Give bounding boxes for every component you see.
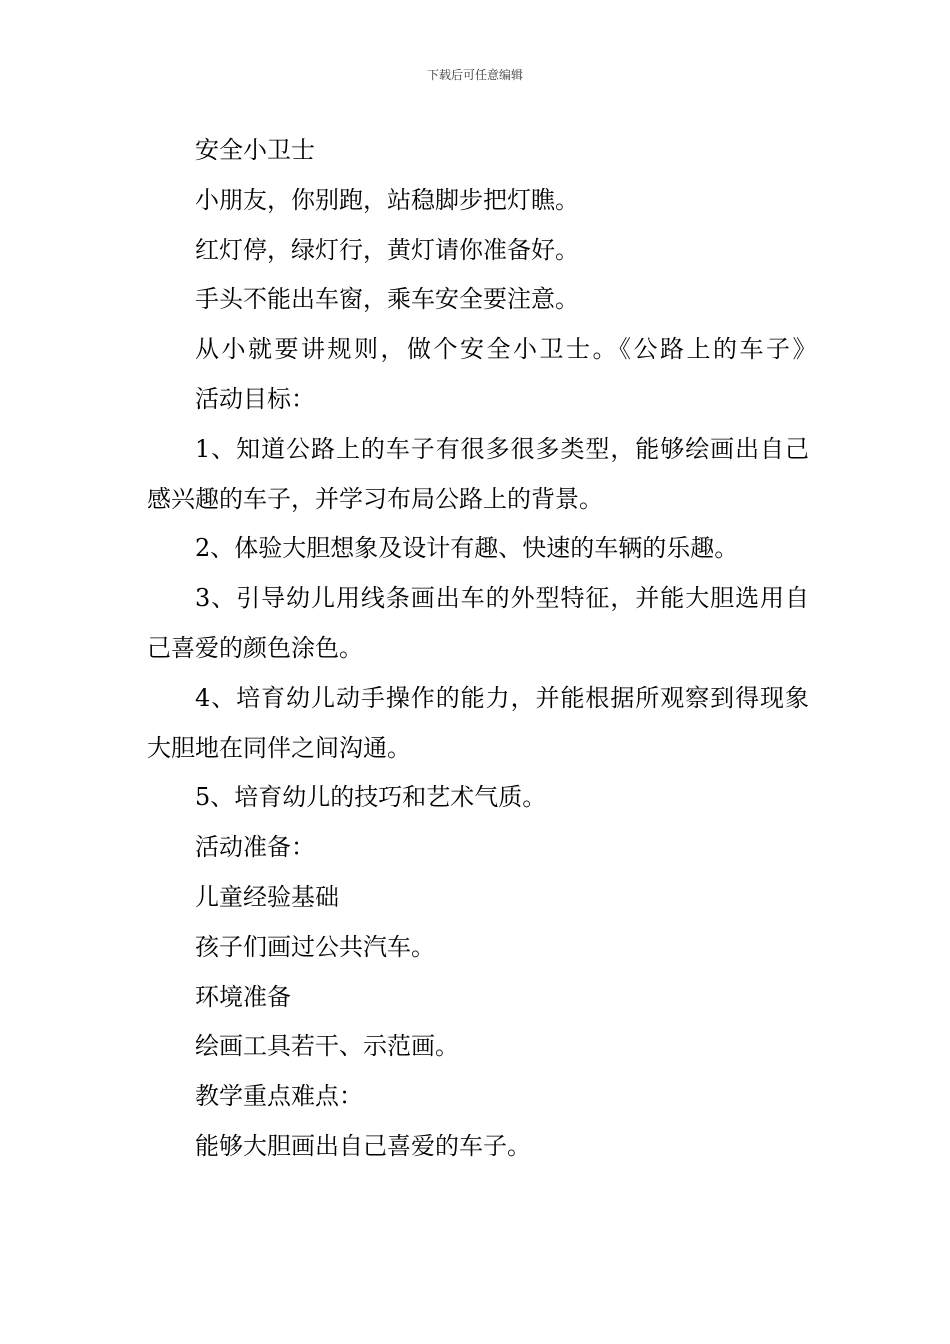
document-body bbox=[147, 126, 819, 1172]
poem-line-1: 小朋友，你别跑，站稳脚步把灯瞧。 bbox=[195, 185, 579, 214]
goal-item-1: 1、知道公路上的车子有很多很多类型，能够绘画出自己感兴趣的车子，并学习布局公路上的背景。 bbox=[147, 434, 809, 513]
poem-title: 安全小卫士 bbox=[195, 136, 315, 164]
poem-line-3: 手头不能出车窗，乘车安全要注意。 bbox=[195, 285, 579, 314]
goal-item-2: 2、体验大胆想象及设计有趣、快速的车辆的乐趣。 bbox=[195, 534, 739, 563]
environment-text: 绘画工具若干、示范画。 bbox=[195, 1032, 459, 1061]
key-points-text: 能够大胆画出自己喜爱的车子。 bbox=[195, 1131, 531, 1160]
section-heading-goals: 活动目标： bbox=[195, 384, 315, 413]
experience-text: 孩子们画过公共汽车。 bbox=[195, 932, 435, 961]
subheading-experience: 儿童经验基础 bbox=[195, 882, 339, 911]
goal-item-5: 5、培育幼儿的技巧和艺术气质。 bbox=[195, 783, 547, 812]
section-heading-key-points: 教学重点难点： bbox=[195, 1082, 363, 1111]
section-heading-preparation: 活动准备： bbox=[195, 833, 315, 862]
subheading-environment: 环境准备 bbox=[195, 982, 291, 1011]
goal-item-4: 4、培育幼儿动手操作的能力，并能根据所观察到得现象大胆地在同伴之间沟通。 bbox=[147, 683, 809, 762]
poem-line-2: 红灯停，绿灯行，黄灯请你准备好。 bbox=[195, 235, 579, 264]
poem-line-4-and-lesson-title: 从小就要讲规则，做个安全小卫士。《公路上的车子》 bbox=[195, 335, 819, 364]
page-header-note: 下载后可任意编辑 bbox=[426, 68, 523, 82]
goal-item-3: 3、引导幼儿用线条画出车的外型特征，并能大胆选用自己喜爱的颜色涂色。 bbox=[147, 584, 809, 662]
